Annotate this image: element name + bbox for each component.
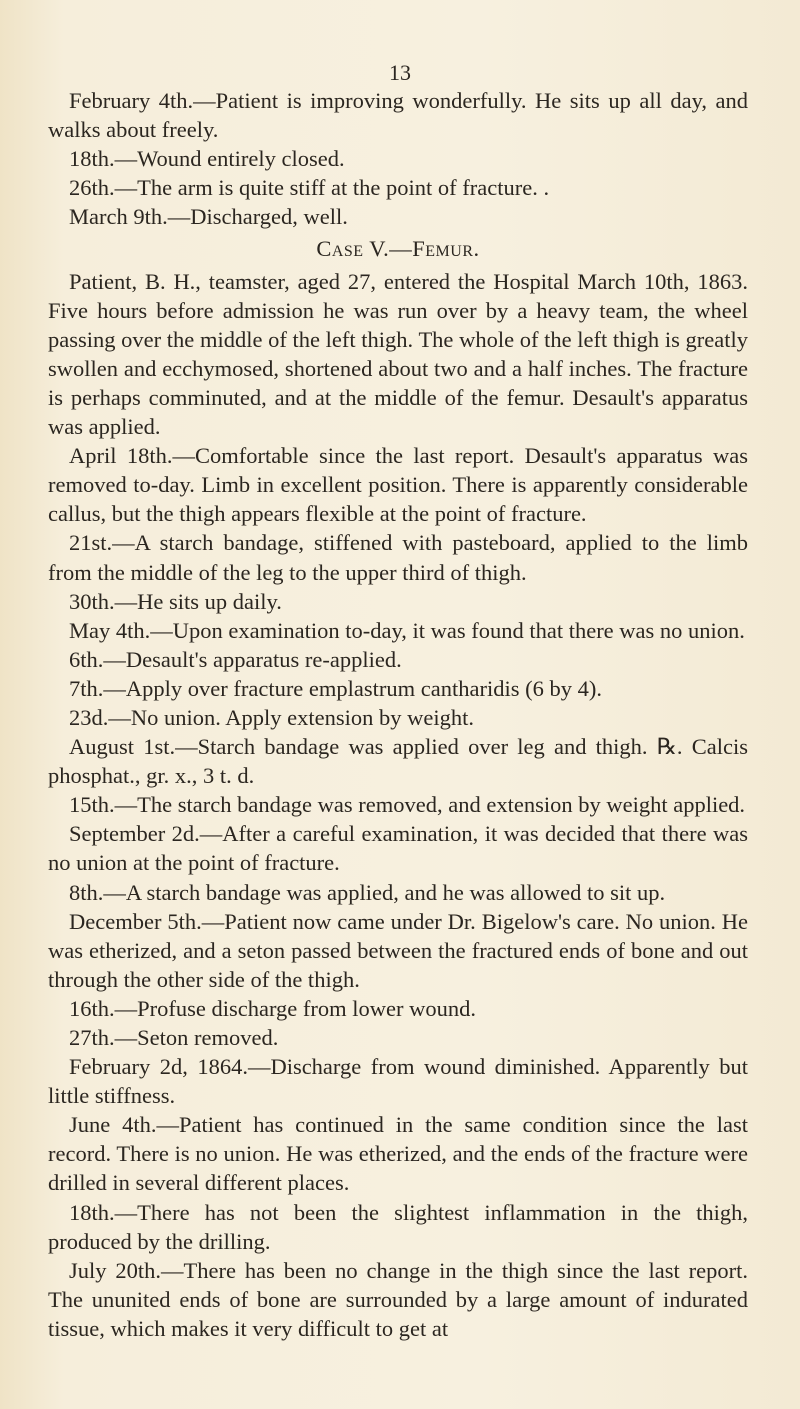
paragraph-6th: 6th.—Desault's apparatus re-applied. [69,646,402,672]
paragraph-patient-intro: Patient, B. H., teamster, aged 27, entered the Hospital March 10th, 1863. Five hours before admission he was run over by a heavy team, the wheel passing over the middle of the left thigh. The whole of the left thigh is greatly swollen and ecchymosed, shortened about two and a half inches. The fracture is perhaps comminuted, and at the middle of the femur. Desault's apparatus was applied. [48,268,748,440]
paragraph-21st: 21st.—A starch bandage, stiffened with pasteboard, applied to the limb from the middle of the leg to the upper third of thigh. [48,530,748,585]
case-heading-text: Case V.—Femur. [316,236,480,262]
paragraph-27th: 27th.—Seton removed. [69,1025,279,1050]
paragraph-18th: 18th.—Wound entirely closed. [69,146,345,172]
paragraph-15th: 15th.—The starch bandage was removed, and extension by weight applied. [69,792,746,818]
paragraph-june-4: June 4th.—Patient has continued in the same condition since the last record. There is no union. He was etherized, and the ends of the fracture were drilled in several different places. [48,1112,748,1196]
paragraph-26th: 26th.—The arm is quite stiff at the point of fracture. . [69,175,550,201]
paragraph-18th-june: 18th.—There has not been the slightest inflammation in the thigh, produced by the drilling. [48,1199,748,1254]
paragraph-february-2: February 2d, 1864.—Discharge from wound diminished. Apparently but little stiffness. [48,1054,748,1109]
paragraph-8th: 8th.—A starch bandage was applied, and he was allowed to sit up. [69,879,666,905]
paragraph-july-20: July 20th.—There has been no change in the thigh since the last report. The ununited ends of bone are surrounded by a large amount of indurated tissue, which makes it very difficult to get at [48,1257,748,1341]
paragraph-may-4: May 4th.—Upon examination to-day, it was found that there was no union. [69,617,745,643]
paragraph-30th: 30th.—He sits up daily. [69,588,282,614]
paragraph-feb-4: February 4th.—Patient is improving wonderfully. He sits up all day, and walks about freely. [48,88,748,143]
paragraph-december-5: December 5th.—Patient now came under Dr. Bigelow's care. No union. He was etherized, and a seton passed between the fractured ends of bone and out through the other side of the thigh. [48,908,748,992]
page-text [48,86,748,1343]
paragraph-april-18: April 18th.—Comfortable since the last report. Desault's apparatus was removed to-day. Limb in excellent position. There is apparently considerable callus, but the thigh appears flexible at the point of fracture. [48,443,748,527]
case-heading [48,234,748,263]
paragraph-september-2: September 2d.—After a careful examination, it was decided that there was no union at the point of fracture. [48,821,748,876]
paragraph-16th: 16th.—Profuse discharge from lower wound. [69,995,477,1021]
page-number: 13 [389,60,411,85]
paragraph-23d: 23d.—No union. Apply extension by weight. [69,704,474,730]
paragraph-7th: 7th.—Apply over fracture emplastrum cantharidis (6 by 4). [69,675,602,701]
paragraph-march-9: March 9th.—Discharged, well. [69,204,348,230]
paragraph-august-1: August 1st.—Starch bandage was applied over leg and thigh. ℞. Calcis phosphat., gr. x., 3 t. d. [48,734,748,789]
